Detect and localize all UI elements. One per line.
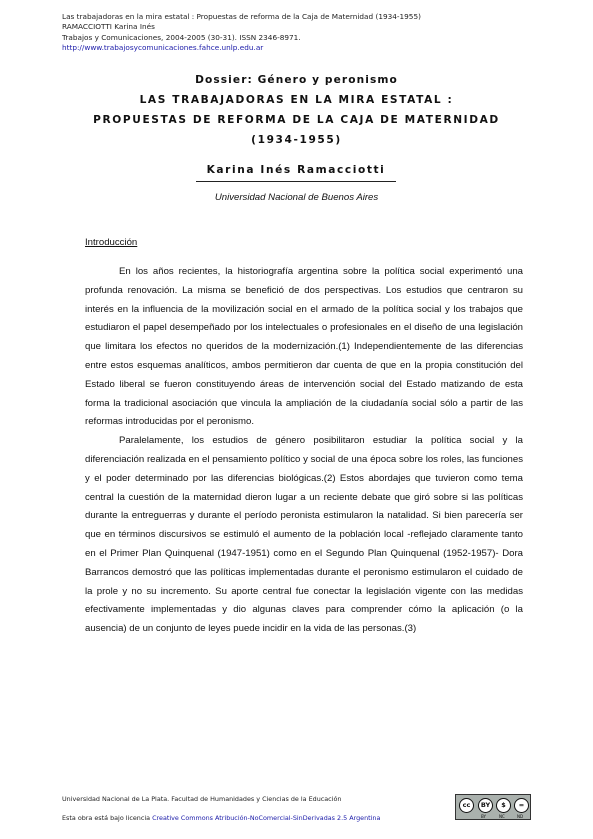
nc-label: NC bbox=[499, 814, 505, 819]
title-block bbox=[60, 70, 533, 150]
paragraph-2: Paralelamente, los estudios de género posibilitaron estudiar la política social y la diferenciación realizada en el pensamiento político y social de una época sobre los roles, las funciones y el poder determinado por las diferencias biológicas.(2) Estos abordajes que tuvieron como tema central la cuestión de la maternidad dieron lugar a un reciente debate que giró sobre si las políticas durante la entreguerras y durante el período peronista estimularon la natalidad. Si bien parecería ser que en términos discursivos se estimuló el aumento de la población local -reflejado claramente tanto en el Primer Plan Quinquenal (1947-1951) como en el Segundo Plan Quinquenal (1952-1957)- Dora Barrancos demostró que las políticas implementadas durante el peronismo estimularon el cuidado de la prole y no su incremento. Su aporte central fue conectar la legislación vigente con las medidas efectivamente implementadas y dio algunas claves para comprender cómo la aplicación (o la ausencia) de un conjunto de leyes puede incidir en la vida de las personas.(3) bbox=[85, 435, 523, 635]
creative-commons-badge[interactable] bbox=[455, 794, 531, 820]
author-name: Karina Inés Ramacciotti bbox=[206, 164, 386, 176]
header-article-title: Las trabajadoras en la mira estatal : Propuestas de reforma de la Caja de Maternidad (1934-1955) bbox=[62, 12, 421, 21]
article-title-line-2: PROPUESTAS DE REFORMA DE LA CAJA DE MATERNIDAD bbox=[93, 114, 500, 126]
noncommercial-icon: $ bbox=[496, 798, 511, 813]
by-icon: BY bbox=[478, 798, 493, 813]
license-prefix: Esta obra está bajo licencia bbox=[62, 814, 153, 822]
header-url-link[interactable]: http://www.trabajosycomunicaciones.fahce.unlp.edu.ar bbox=[62, 42, 264, 52]
header-journal: Trabajos y Comunicaciones, 2004-2005 (30-31). ISSN 2346-8971. bbox=[62, 32, 301, 42]
section-heading: Introducción bbox=[85, 237, 138, 248]
header-author: RAMACCIOTTI Karina Inés bbox=[62, 22, 155, 32]
body-text bbox=[85, 263, 523, 639]
paragraph-1: En los años recientes, la historiografía argentina sobre la política social experimentó una profunda renovación. La misma se benefició de dos perspectivas. Los estudios que centraron su interés en la influencia de la movilización social en el armado de la política social y los trabajos que estudiaron el papel desempeñado por los intelectuales o profesionales en el diseño de una legislación que limitara los efectos no queridos de la modernización.(1) Independientemente de las diferencias entre estos esquemas analíticos, ambos permitieron dar cuenta de que en la propia constitución del Estado liberal se fueron constituyendo áreas de intervención social del Estado matizando de esta forma la tradicional asociación que vincula la ampliación de la ciudadanía social sólo a partir de las reformas introducidas por el peronismo. bbox=[85, 266, 523, 428]
article-title-line-3: (1934-1955) bbox=[251, 134, 342, 146]
dossier-title: Dossier: Género y peronismo bbox=[195, 74, 398, 86]
nd-label: ND bbox=[517, 814, 524, 819]
author-underline-rule bbox=[196, 181, 396, 182]
license-link[interactable]: Creative Commons Atribución-NoComercial-SinDerivadas 2.5 Argentina bbox=[152, 814, 381, 822]
noderivatives-icon: = bbox=[514, 798, 529, 813]
author-affiliation: Universidad Nacional de Buenos Aires bbox=[214, 192, 379, 203]
cc-icon: cc bbox=[459, 798, 474, 813]
running-header bbox=[62, 12, 542, 53]
footer-institution: Universidad Nacional de La Plata. Facultad de Humanidades y Ciencias de la Educación bbox=[62, 795, 342, 803]
by-label: BY bbox=[481, 814, 486, 819]
article-title-line-1: LAS TRABAJADORAS EN LA MIRA ESTATAL : bbox=[139, 94, 454, 106]
footer-license bbox=[62, 814, 380, 823]
